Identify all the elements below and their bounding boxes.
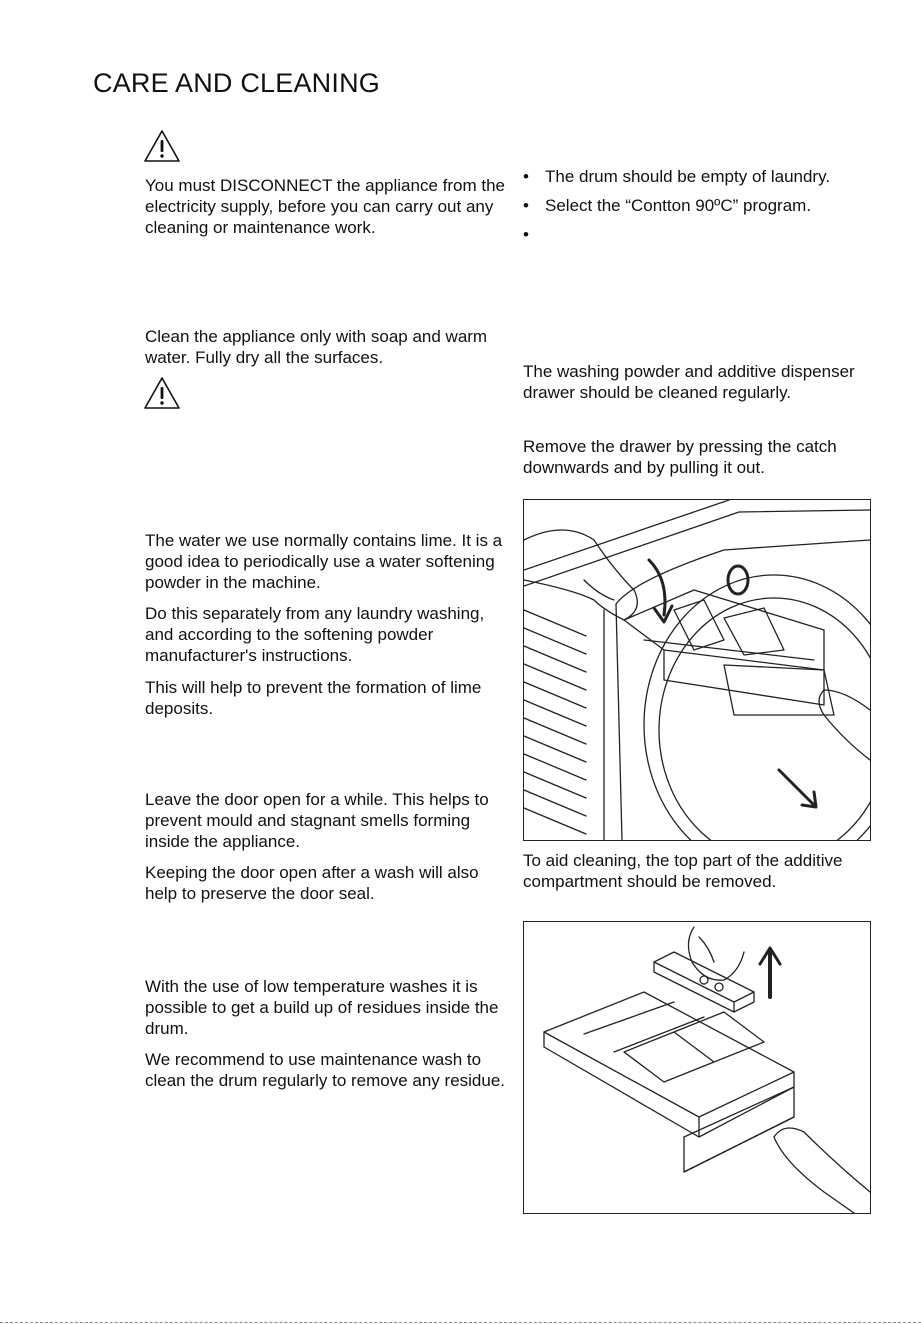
warning-triangle-icon bbox=[142, 128, 182, 164]
additive-compartment-text: To aid cleaning, the top part of the additive compartment should be removed. bbox=[523, 851, 843, 891]
warning-triangle-icon bbox=[142, 375, 182, 411]
descaling-paragraph-1: The water we use normally contains lime. It is a good idea to periodically use a water softening powder in the machine. bbox=[145, 531, 503, 592]
maintenance-wash-paragraph-1: With the use of low temperature washes it is possible to get a build up of residues inside the drum. bbox=[145, 977, 499, 1038]
list-item bbox=[523, 224, 913, 245]
disconnect-warning-text: You must DISCONNECT the appliance from the electricity supply, before you can carry out any cleaning or maintenance work. bbox=[145, 176, 505, 237]
descaling-paragraph-3: This will help to prevent the formation of lime deposits. bbox=[145, 678, 482, 718]
list-item: • The drum should be empty of laundry. bbox=[523, 166, 913, 187]
after-wash-paragraph-1: Leave the door open for a while. This helps to prevent mould and stagnant smells forming inside the appliance. bbox=[145, 790, 489, 851]
drawer-removal-drawing bbox=[524, 500, 870, 840]
external-cleaning-text: Clean the appliance only with soap and warm water. Fully dry all the surfaces. bbox=[145, 327, 488, 367]
page-title: CARE AND CLEANING bbox=[93, 68, 380, 98]
compartment-removal-drawing bbox=[524, 922, 870, 1213]
list-item: • Select the “Contton 90ºC” program. bbox=[523, 195, 913, 216]
dispenser-paragraph-1: The washing powder and additive dispenser drawer should be cleaned regularly. bbox=[523, 362, 855, 402]
maintenance-wash-steps bbox=[523, 166, 913, 253]
compartment-removal-illustration bbox=[523, 921, 871, 1214]
after-wash-paragraph-2: Keeping the door open after a wash will also help to preserve the door seal. bbox=[145, 863, 479, 903]
descaling-paragraph-2: Do this separately from any laundry washing, and according to the softening powder manufacturer's instructions. bbox=[145, 604, 485, 665]
page-bottom-rule bbox=[0, 1322, 921, 1323]
drawer-removal-illustration bbox=[523, 499, 871, 841]
dispenser-paragraph-2: Remove the drawer by pressing the catch downwards and by pulling it out. bbox=[523, 437, 837, 477]
maintenance-wash-paragraph-2: We recommend to use maintenance wash to clean the drum regularly to remove any residue. bbox=[145, 1050, 506, 1090]
